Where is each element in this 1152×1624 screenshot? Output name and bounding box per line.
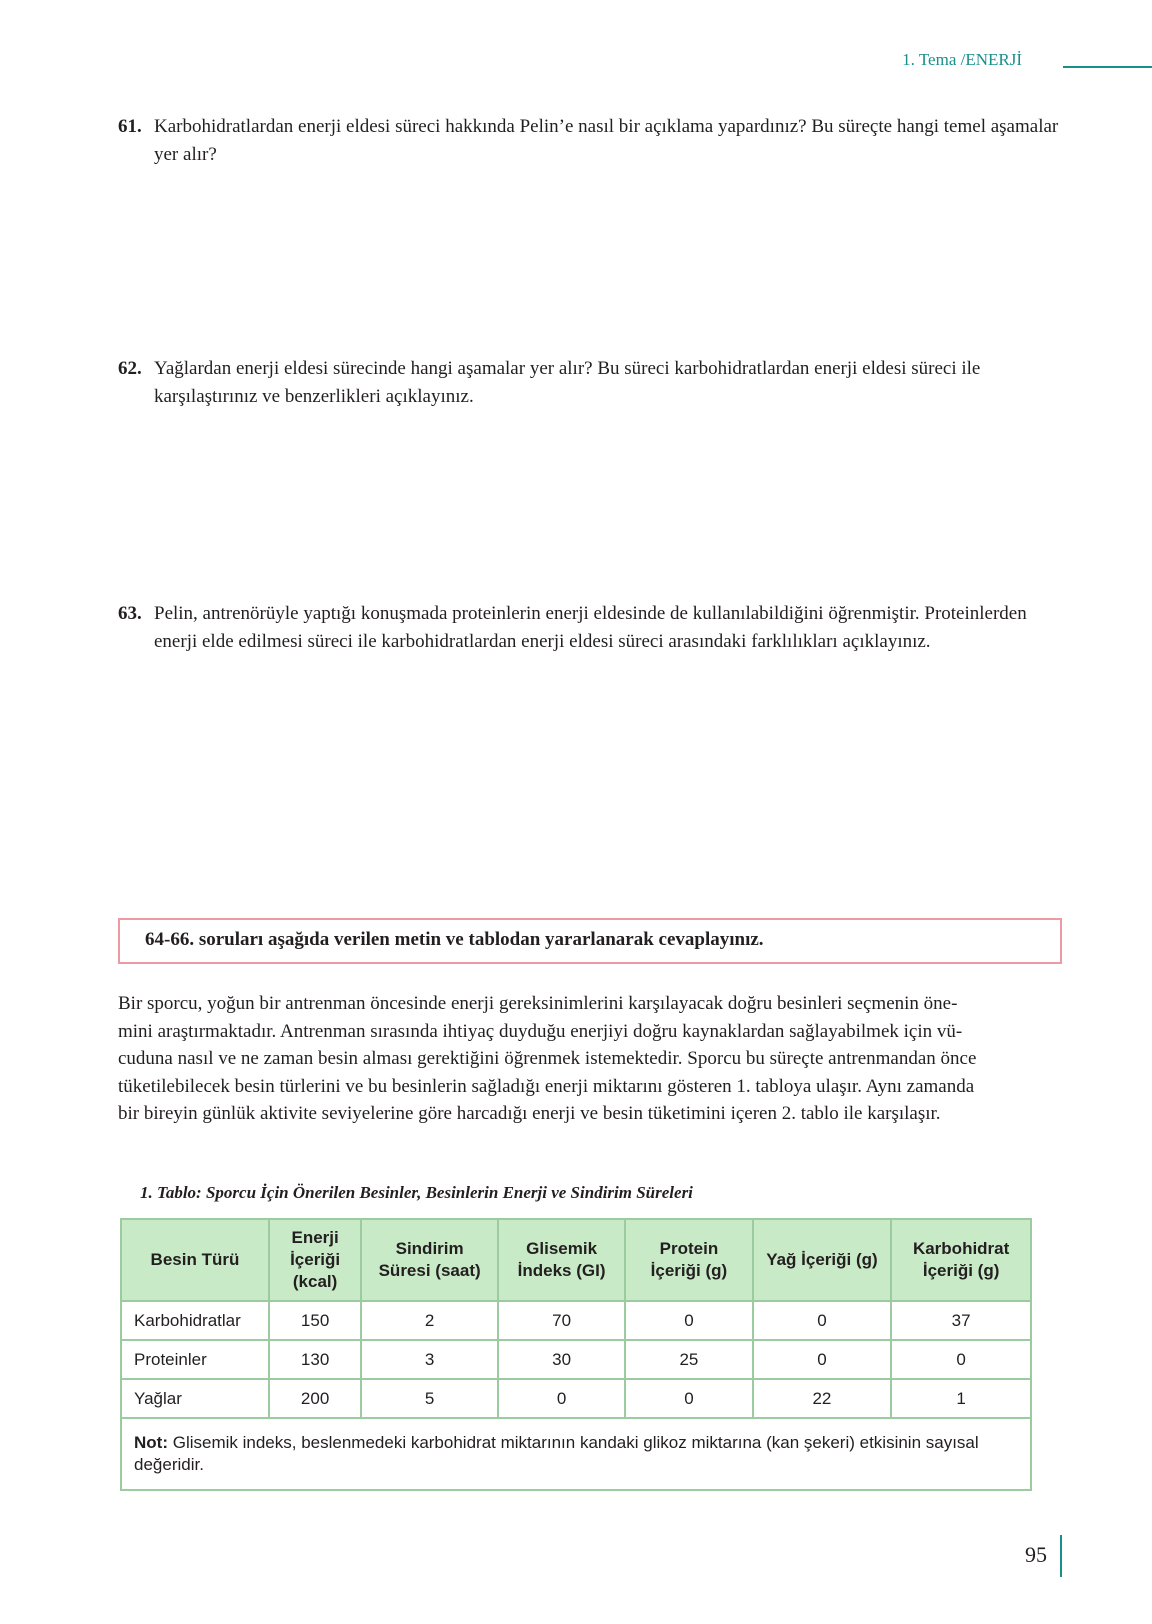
instruction-box — [118, 918, 1062, 964]
chapter-title: 1. Tema /ENERJİ — [902, 50, 1022, 69]
scenario-paragraph — [118, 990, 1068, 1128]
table-cell: 5 — [361, 1379, 498, 1418]
column-header: Enerji İçeriği (kcal) — [269, 1219, 361, 1301]
table-cell: 0 — [753, 1340, 892, 1379]
column-header: Karbohidrat İçeriği (g) — [891, 1219, 1031, 1301]
paragraph-line: tüketilebilecek besin türlerini ve bu besinlerin sağladığı enerji miktarını gösteren 1. tabloya ulaşır. Aynı zamanda — [118, 1075, 975, 1097]
table-cell: 0 — [753, 1301, 892, 1340]
paragraph-line: bir bireyin günlük aktivite seviyelerine göre harcadığı enerji ve besin tüketimini içeren 2. tablo ile karşılaşır. — [118, 1103, 941, 1124]
table-cell: 2 — [361, 1301, 498, 1340]
question-number: 61. — [118, 116, 142, 137]
table-cell: 150 — [269, 1301, 361, 1340]
question-text: Pelin, antrenörüyle yaptığı konuşmada proteinlerin enerji eldesinde de kullanılabildiğini öğrenmiştir. Proteinlerden enerji elde edilmesi süreci ile karbohidratlardan enerji eldesi süreci arasındaki farklılıkları açıklayınız. — [154, 603, 1027, 652]
table-note — [121, 1418, 1031, 1490]
paragraph-line: mini araştırmaktadır. Antrenman sırasında ihtiyaç duyduğu enerjiyi doğru kaynaklardan sağlayabilmek için vü- — [118, 1020, 963, 1042]
column-header: Yağ İçeriği (g) — [753, 1219, 892, 1301]
table-cell: Yağlar — [121, 1379, 269, 1418]
table-cell: Karbohidratlar — [121, 1301, 269, 1340]
question-62 — [118, 355, 1068, 411]
table-note-row — [121, 1418, 1031, 1490]
column-header: Glisemik İndeks (GI) — [498, 1219, 625, 1301]
table-cell: 130 — [269, 1340, 361, 1379]
header-rule — [1063, 66, 1152, 68]
page-number: 95 — [1025, 1542, 1047, 1567]
column-header: Protein İçeriği (g) — [625, 1219, 752, 1301]
table-cell: 1 — [891, 1379, 1031, 1418]
question-text: Yağlardan enerji eldesi sürecinde hangi aşamalar yer alır? Bu süreci karbohidratlardan enerji eldesi süreci ile karşılaştırınız ve benzerlikleri açıklayınız. — [154, 358, 981, 407]
column-header: Sindirim Süresi (saat) — [361, 1219, 498, 1301]
table-row — [121, 1340, 1031, 1379]
table-cell: 0 — [625, 1301, 752, 1340]
table-cell: Proteinler — [121, 1340, 269, 1379]
column-header: Besin Türü — [121, 1219, 269, 1301]
table-row — [121, 1379, 1031, 1418]
table-cell: 37 — [891, 1301, 1031, 1340]
paragraph-line: Bir sporcu, yoğun bir antrenman öncesinde enerji gereksinimlerini karşılayacak doğru besinleri seçmenin öne- — [118, 993, 958, 1014]
table-cell: 22 — [753, 1379, 892, 1418]
nutrition-table — [120, 1218, 1032, 1491]
paragraph-line: cuduna nasıl ve ne zaman besin alması gerektiğini öğrenmek istemektedir. Sporcu bu süreçte antrenmandan önce — [118, 1048, 977, 1069]
table-cell: 200 — [269, 1379, 361, 1418]
question-61 — [118, 113, 1068, 169]
table-cell: 0 — [625, 1379, 752, 1418]
table-cell: 0 — [891, 1340, 1031, 1379]
table-header-row — [121, 1219, 1031, 1301]
table-cell: 30 — [498, 1340, 625, 1379]
table-row — [121, 1301, 1031, 1340]
page-number-rule — [1060, 1535, 1062, 1577]
table-cell: 0 — [498, 1379, 625, 1418]
question-number: 62. — [118, 358, 142, 379]
question-63 — [118, 600, 1068, 656]
table-cell: 25 — [625, 1340, 752, 1379]
question-text: Karbohidratlardan enerji eldesi süreci hakkında Pelin’e nasıl bir açıklama yapardınız? Bu süreçte hangi temel aşamalar yer alır? — [154, 116, 1059, 165]
note-text: Glisemik indeks, beslenmedeki karbohidrat miktarının kandaki glikoz miktarına (kan şekeri) etkisinin sayısal değeridir. — [134, 1433, 979, 1474]
table-caption: 1. Tablo: Sporcu İçin Önerilen Besinler, Besinlerin Enerji ve Sindirim Süreleri — [140, 1183, 693, 1202]
table-cell: 3 — [361, 1340, 498, 1379]
question-number: 63. — [118, 603, 142, 624]
instruction-text: 64-66. soruları aşağıda verilen metin ve tablodan yararlanarak cevaplayınız. — [145, 929, 764, 950]
note-label: Not: — [134, 1433, 168, 1452]
table-cell: 70 — [498, 1301, 625, 1340]
